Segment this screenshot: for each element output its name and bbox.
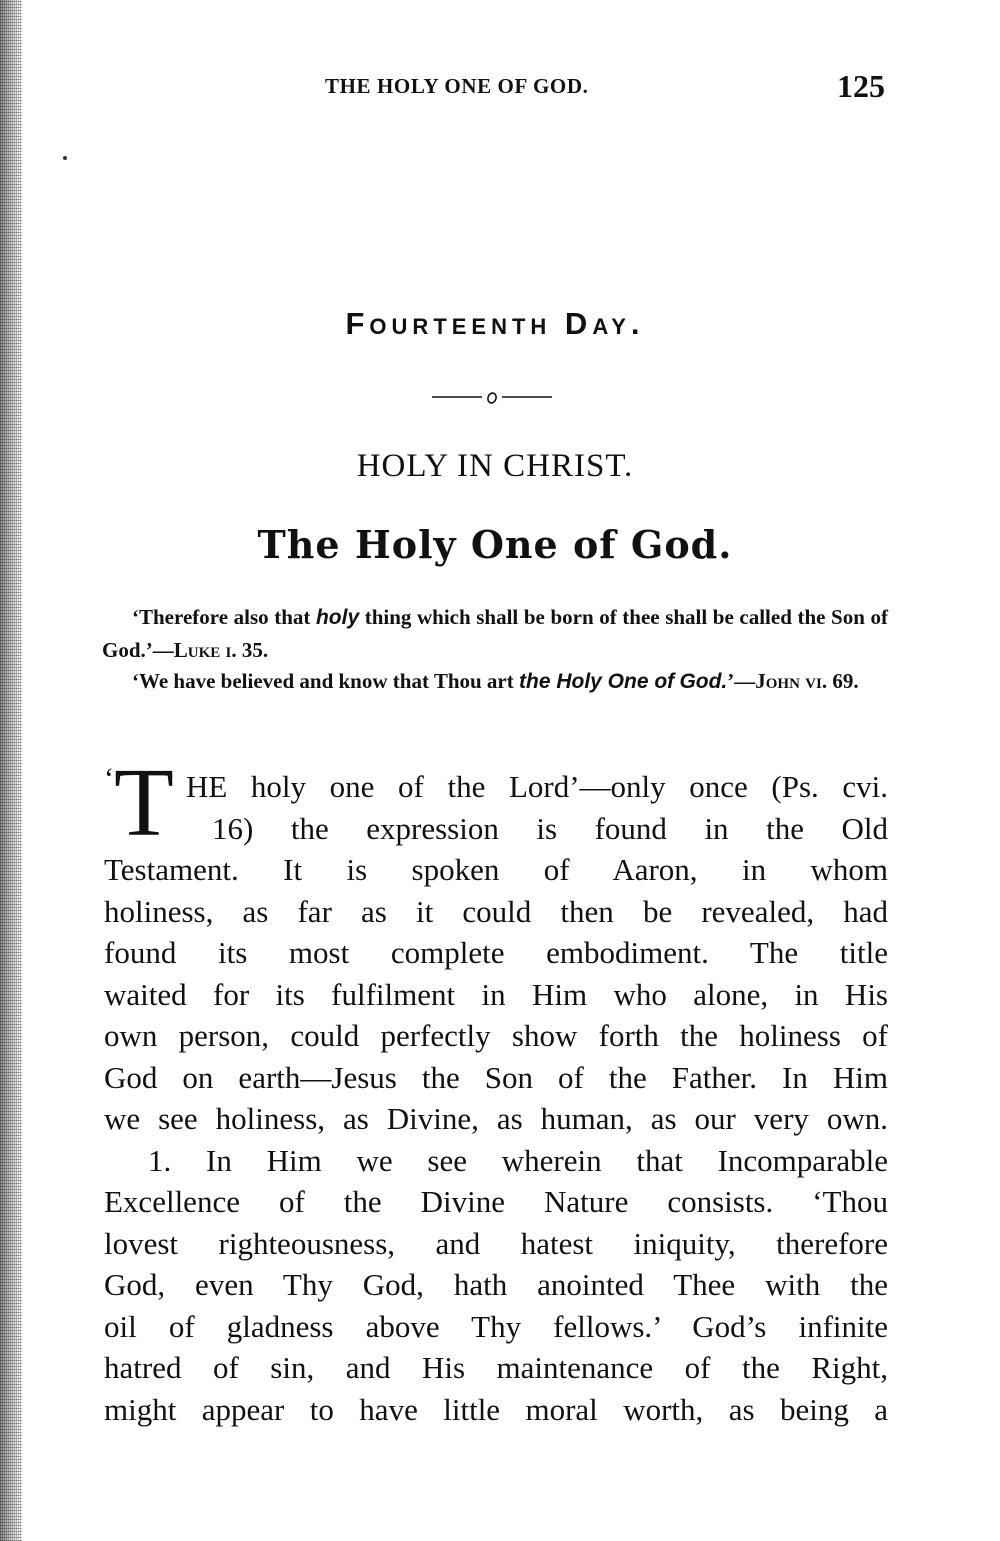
page-gutter-shadow <box>0 0 22 1541</box>
body-line: God on earth—Jesus the Son of the Father. In Him <box>104 1059 888 1095</box>
epigraph-john <box>102 665 888 698</box>
body-line: oil of gladness above Thy fellows.’ God’s infinite <box>104 1308 888 1344</box>
body-line: God, even Thy God, hath anointed Thee with the <box>104 1267 888 1302</box>
section-title: HOLY IN CHRIST. <box>356 448 634 484</box>
body-line: 16) the expression is found in the Old <box>212 810 888 846</box>
drop-cap: T <box>114 749 174 857</box>
day-heading: Fourteenth Day. <box>345 306 645 341</box>
epigraph-reference: John vi. 69. <box>755 669 859 693</box>
body-line: 1. In Him we see wherein that Incomparable <box>148 1142 888 1178</box>
epigraph-text: shall be called the Son of God.’— <box>102 605 888 662</box>
opening-quote: ‘ <box>104 762 114 795</box>
epigraph-luke <box>102 601 888 666</box>
epigraph-emphasis: the Holy One of <box>519 670 675 693</box>
body-line: Excellence of the Divine Nature consists. ‘Thou <box>104 1184 888 1219</box>
ornament-rule-icon <box>432 385 552 409</box>
body-line: hatred of sin, and His maintenance of the Right, <box>104 1350 888 1385</box>
epigraph-reference: Luke i. 35. <box>173 638 269 662</box>
page-number: 125 <box>837 68 885 104</box>
epigraph-emphasis: holy <box>315 606 360 629</box>
body-line: waited for its fulfilment in Him who alone, in His <box>104 976 888 1012</box>
body-line: own person, could perfectly show forth the holiness of <box>104 1018 888 1053</box>
body-line: we see holiness, as Divine, as human, as our very own. <box>104 1101 888 1136</box>
epigraph-text: ‘Therefore also that <box>132 605 316 629</box>
epigraph-emphasis: God. <box>679 670 728 693</box>
body-line: HE holy one of the Lord’—only once (Ps. cvi. <box>186 769 888 804</box>
body-line: found its most complete embodiment. The title <box>104 935 888 970</box>
body-line: Testament. It is spoken of Aaron, in whom <box>104 852 888 887</box>
body-line: holiness, as far as it could then be revealed, had <box>104 893 888 929</box>
body-line: might appear to have little moral worth, as being a <box>104 1391 888 1427</box>
paper-speck <box>63 156 67 160</box>
running-head <box>325 70 885 106</box>
epigraph-text: thing which shall be born of thee <box>359 605 660 629</box>
blackletter-title: The Holy One of God. <box>257 522 733 567</box>
body-line: lovest righteousness, and hatest iniquity, therefore <box>104 1225 888 1261</box>
epigraph-text: ‘We have believed and know that Thou art <box>132 669 519 693</box>
epigraph-text: ’— <box>727 669 756 693</box>
ornament-rule <box>432 385 552 409</box>
running-title: THE HOLY ONE OF GOD. <box>325 74 589 98</box>
